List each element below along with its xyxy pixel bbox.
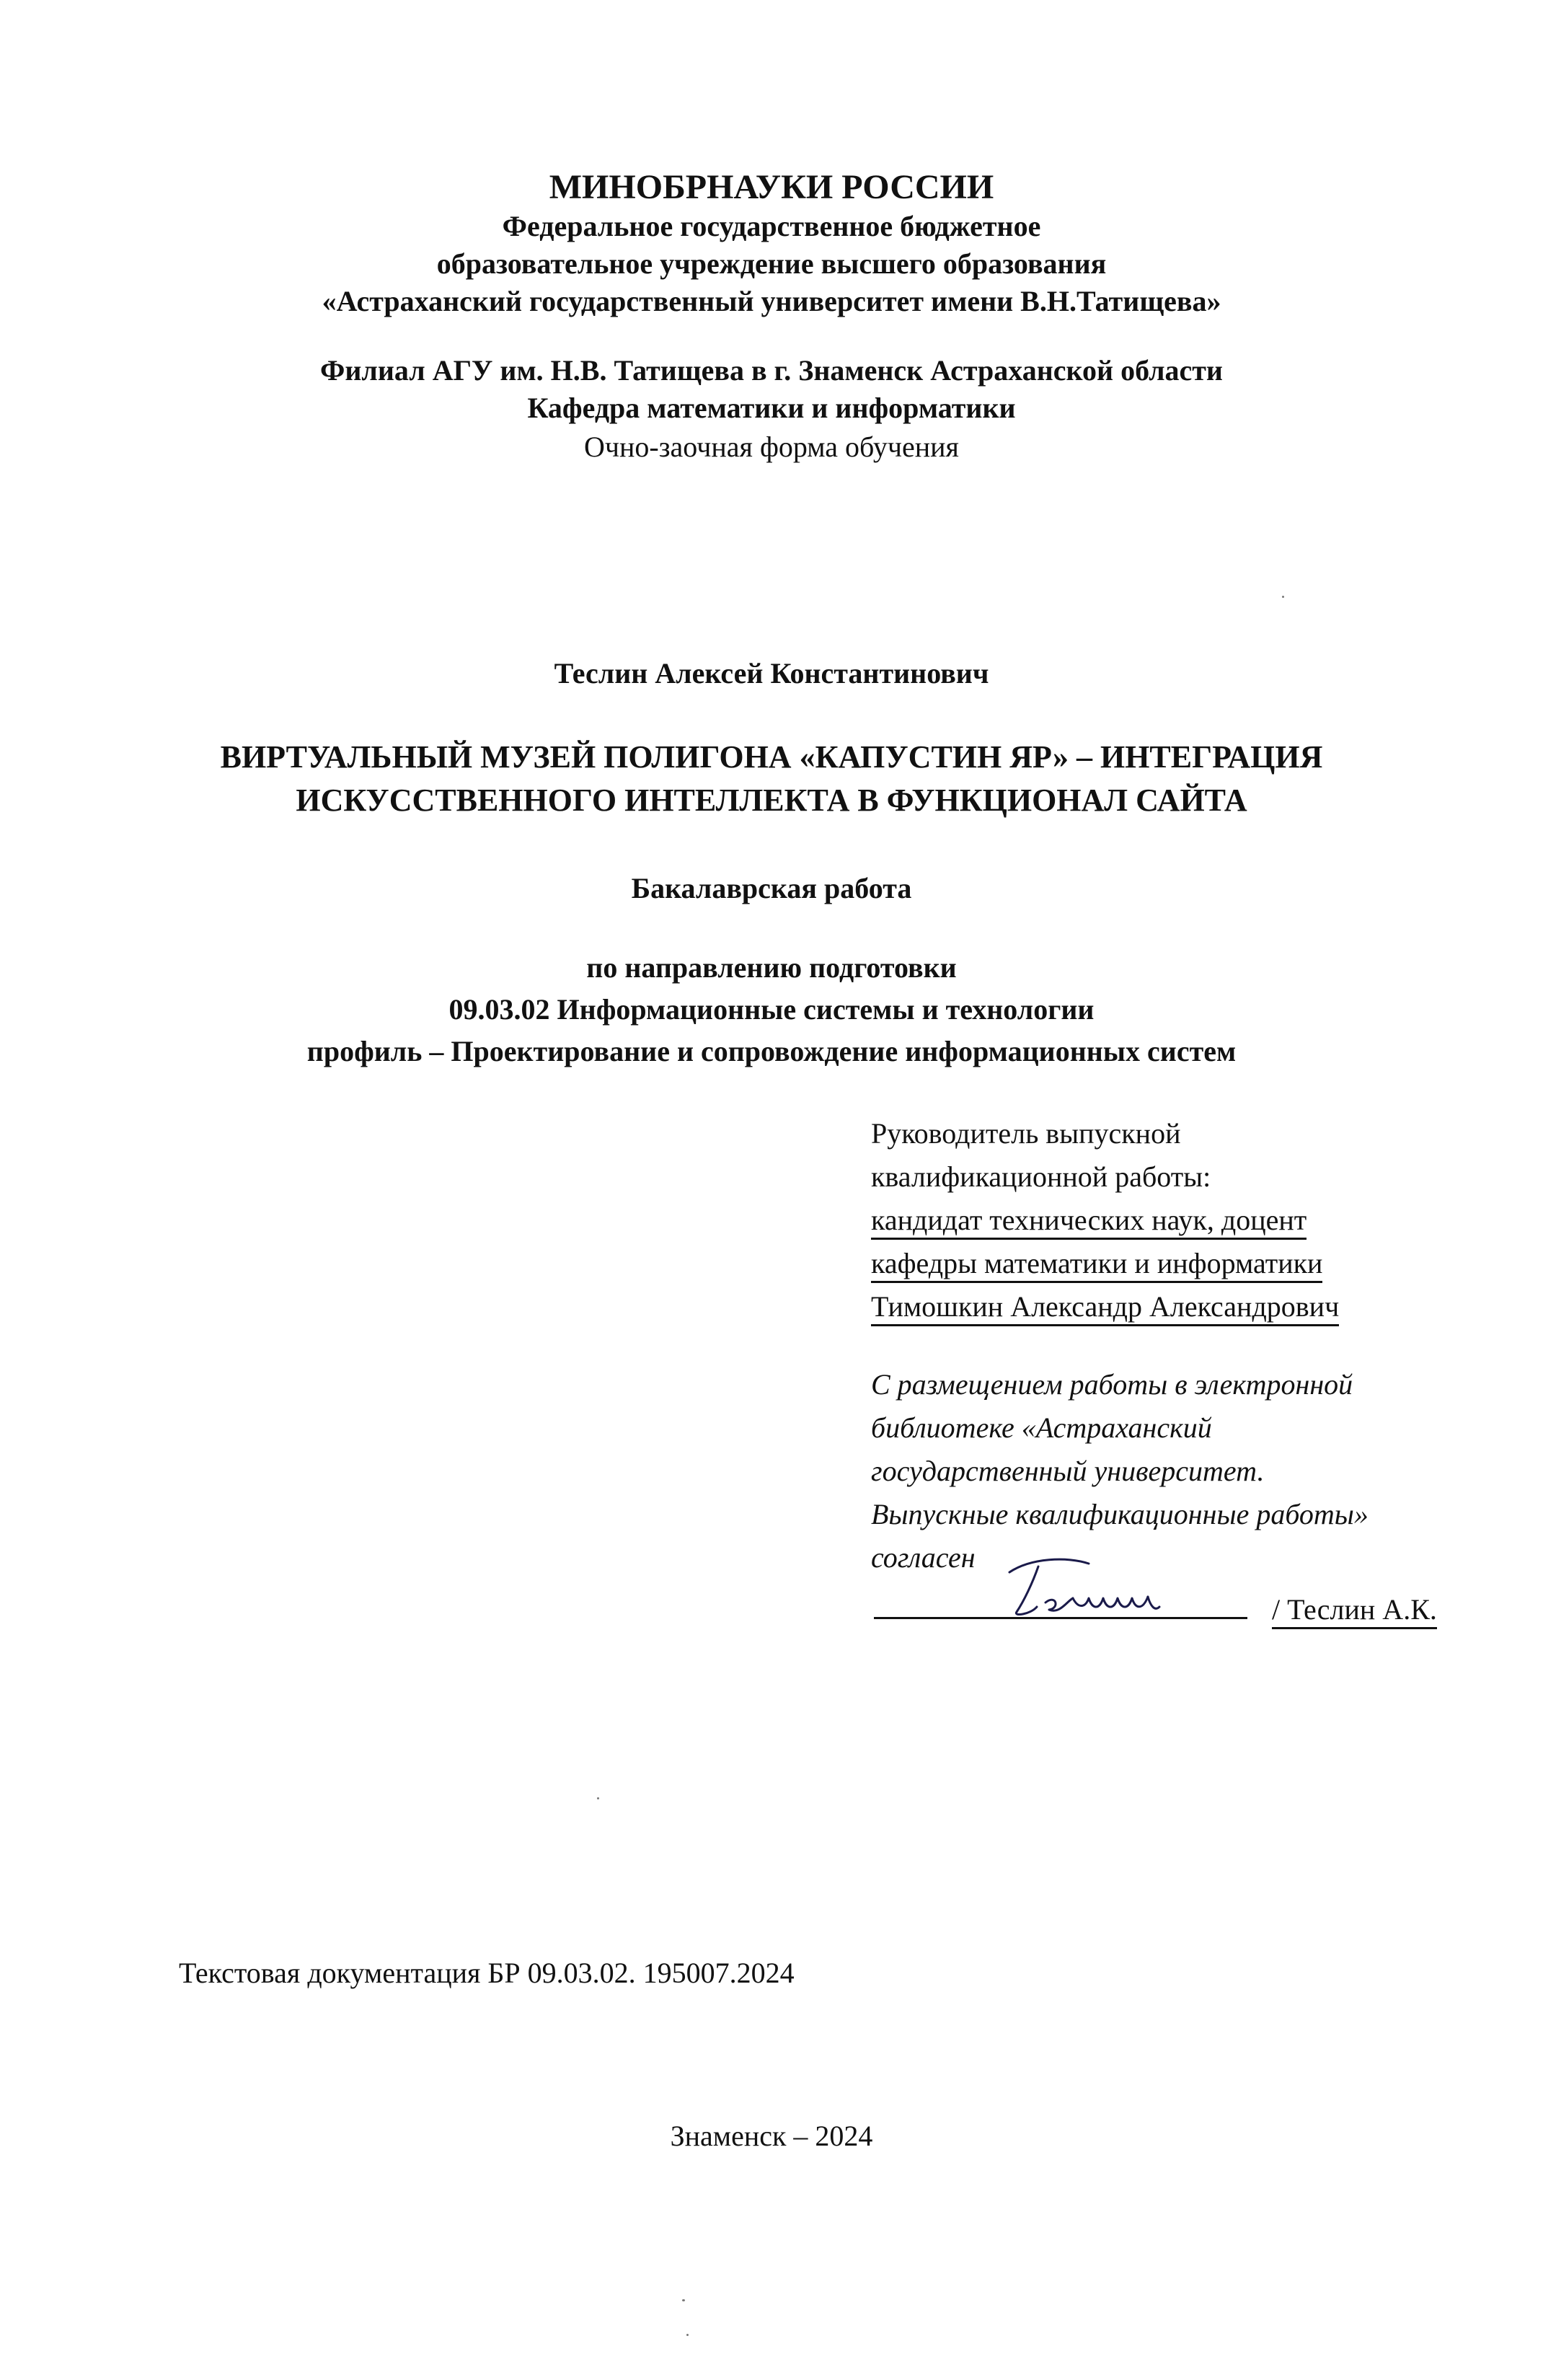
work-type: Бакалаврская работа bbox=[631, 872, 912, 904]
consent-line-1: С размещением работы в электронной bbox=[871, 1368, 1353, 1401]
org-line-2: образовательное учреждение высшего образования bbox=[436, 247, 1107, 280]
direction-line-2: 09.03.02 Информационные системы и технологии bbox=[448, 993, 1095, 1026]
org-line-3: «Астраханский государственный университет имени В.Н.Татищева» bbox=[322, 285, 1221, 317]
direction-line-3: профиль – Проектирование и сопровождение информационных систем bbox=[306, 1035, 1237, 1067]
branch-line: Филиал АГУ им. Н.В. Татищева в г. Знаменск Астраханской области bbox=[320, 354, 1223, 387]
supervisor-department: кафедры математики и информатики bbox=[871, 1246, 1322, 1283]
ministry-heading: МИНОБРНАУКИ РОССИИ bbox=[549, 168, 994, 206]
signer-name: / Теслин А.К. bbox=[1272, 1592, 1437, 1629]
scan-speck bbox=[682, 2299, 685, 2301]
consent-line-3: государственный университет. bbox=[871, 1455, 1265, 1487]
direction-line-1: по направлению подготовки bbox=[586, 951, 957, 984]
supervisor-name: Тимошкин Александр Александрович bbox=[871, 1290, 1339, 1326]
study-form-line: Очно-заочная форма обучения bbox=[584, 431, 959, 463]
scan-speck bbox=[686, 2334, 689, 2336]
supervisor-label-2: квалификационной работы: bbox=[871, 1160, 1211, 1193]
document-code: Текстовая документация БР 09.03.02. 195007.2024 bbox=[179, 1957, 795, 1989]
department-line: Кафедра математики и информатики bbox=[527, 392, 1016, 424]
consent-line-2: библиотеке «Астраханский bbox=[871, 1411, 1212, 1444]
scan-speck bbox=[1282, 596, 1284, 598]
thesis-title-line-1: ВИРТУАЛЬНЫЙ МУЗЕЙ ПОЛИГОНА «КАПУСТИН ЯР» – ИНТЕГРАЦИЯ bbox=[220, 739, 1323, 775]
consent-line-4: Выпускные квалификационные работы» bbox=[871, 1498, 1369, 1530]
author-name: Теслин Алексей Константинович bbox=[554, 657, 989, 689]
org-line-1: Федеральное государственное бюджетное bbox=[502, 210, 1041, 242]
consent-line-5: согласен bbox=[871, 1541, 976, 1574]
scan-speck bbox=[597, 1797, 599, 1799]
handwritten-signature bbox=[988, 1551, 1175, 1623]
supervisor-label-1: Руководитель выпускной bbox=[871, 1117, 1181, 1150]
supervisor-degree: кандидат технических наук, доцент bbox=[871, 1203, 1307, 1240]
city-year: Знаменск – 2024 bbox=[670, 2120, 873, 2152]
thesis-title-line-2: ИСКУССТВЕННОГО ИНТЕЛЛЕКТА В ФУНКЦИОНАЛ САЙТА bbox=[296, 783, 1247, 818]
